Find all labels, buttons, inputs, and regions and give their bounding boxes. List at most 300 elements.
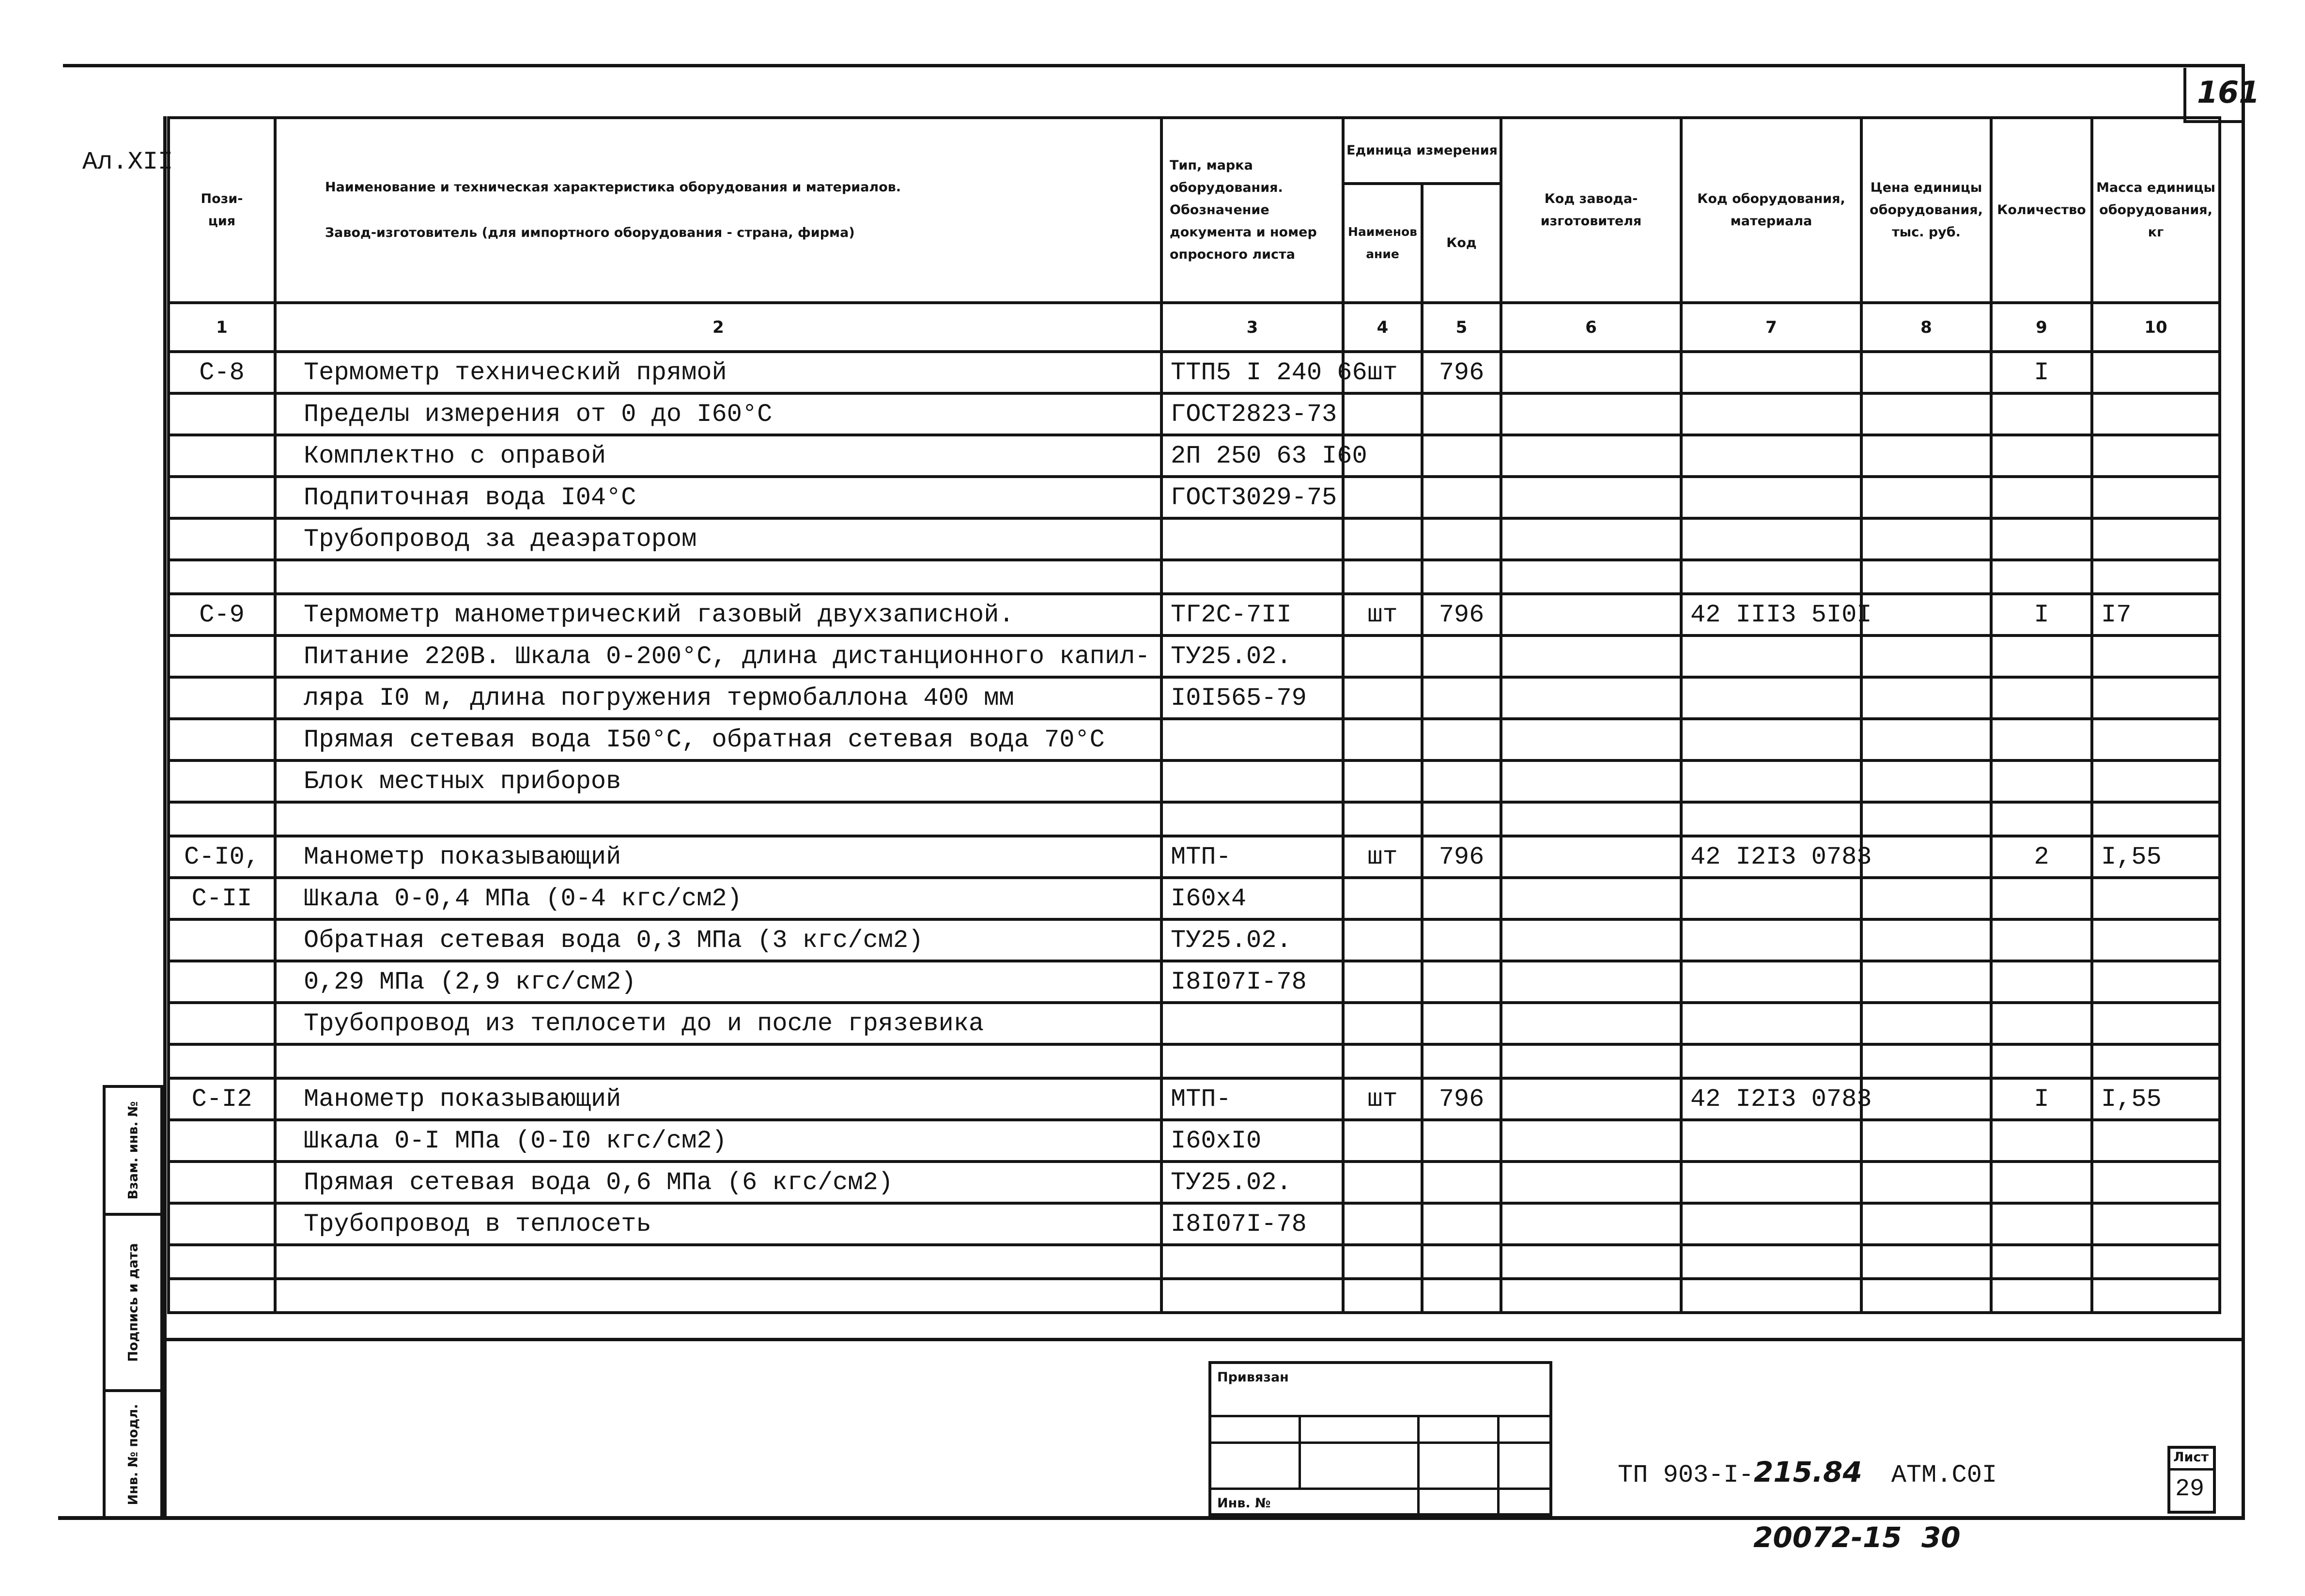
cell-price <box>1861 1245 1991 1279</box>
cell-position <box>169 435 275 477</box>
cell-name: Трубопровод за деаэратором <box>275 518 1161 560</box>
cell-price <box>1861 1044 1991 1078</box>
cell-unit-code <box>1422 560 1501 594</box>
cell-equipment-code <box>1681 677 1861 719</box>
cell-price <box>1861 802 1991 836</box>
cell-equipment-code <box>1681 961 1861 1003</box>
stamp-divider <box>1299 1415 1301 1488</box>
column-number-row <box>169 303 2220 352</box>
binding-field-replacement-label: Взам. инв. № <box>125 1101 140 1200</box>
cell-mass <box>2092 435 2220 477</box>
cell-type: ТТП5 I 240 66 <box>1161 352 1343 393</box>
cell-position: С-I2 <box>169 1078 275 1120</box>
cell-name: Блок местных приборов <box>275 760 1161 802</box>
cell-name: Трубопровод из теплосети до и после грязевика <box>275 1003 1161 1044</box>
table-row <box>169 393 2220 435</box>
cell-type <box>1161 1279 1343 1313</box>
cell-position <box>169 1203 275 1245</box>
cell-quantity <box>1991 878 2092 919</box>
table-row <box>169 477 2220 518</box>
cell-position <box>169 677 275 719</box>
cell-unit-code <box>1422 1203 1501 1245</box>
cell-equipment-code <box>1681 1203 1861 1245</box>
stamp-divider <box>1417 1415 1420 1517</box>
header-price <box>1861 118 1991 303</box>
cell-quantity <box>1991 760 2092 802</box>
table-row <box>169 1120 2220 1162</box>
cell-mass <box>2092 560 2220 594</box>
table-row <box>169 836 2220 878</box>
cell-type: ГОСТ2823-73 <box>1161 393 1343 435</box>
cell-type: ТУ25.02. <box>1161 1162 1343 1203</box>
cell-factory-code <box>1501 719 1681 760</box>
cell-factory-code <box>1501 352 1681 393</box>
cell-unit-code: 796 <box>1422 1078 1501 1120</box>
cell-quantity <box>1991 1162 2092 1203</box>
cell-unit-code: 796 <box>1422 836 1501 878</box>
cell-price <box>1861 477 1991 518</box>
cell-quantity <box>1991 393 2092 435</box>
cell-factory-code <box>1501 1120 1681 1162</box>
cell-factory-code <box>1501 1003 1681 1044</box>
cell-quantity: I <box>1991 1078 2092 1120</box>
document-code-printed: ТП 903-I- <box>1618 1461 1754 1489</box>
cell-factory-code <box>1501 560 1681 594</box>
header-quantity-text: Количество <box>1997 202 2086 217</box>
cell-price <box>1861 635 1991 677</box>
specification-rows <box>169 352 2220 1313</box>
header-name-line1: Наименование и техническая характеристика оборудования и материалов. <box>325 180 901 195</box>
cell-price <box>1861 1162 1991 1203</box>
cell-type: I8I07I-78 <box>1161 961 1343 1003</box>
header-quantity <box>1991 118 2092 303</box>
header-unit-group <box>1343 118 1501 184</box>
cell-name: Прямая сетевая вода 0,6 МПа (6 кгс/см2) <box>275 1162 1161 1203</box>
cell-position <box>169 802 275 836</box>
stamp-bottom-label: Инв. № <box>1217 1496 1271 1511</box>
cell-price <box>1861 1203 1991 1245</box>
cell-price <box>1861 393 1991 435</box>
cell-name: Питание 220В. Шкала 0-200°С, длина дистанционного капил- <box>275 635 1161 677</box>
cell-unit-code: 796 <box>1422 594 1501 635</box>
cell-equipment-code <box>1681 435 1861 477</box>
cell-position <box>169 1279 275 1313</box>
cell-name <box>275 802 1161 836</box>
cell-quantity <box>1991 435 2092 477</box>
cell-type: ТУ25.02. <box>1161 919 1343 961</box>
cell-equipment-code <box>1681 352 1861 393</box>
frame-right <box>2242 64 2245 1520</box>
cell-factory-code <box>1501 594 1681 635</box>
cell-factory-code <box>1501 393 1681 435</box>
cell-equipment-code: 42 I2I3 0783 <box>1681 836 1861 878</box>
cell-unit <box>1343 878 1422 919</box>
cell-price <box>1861 1279 1991 1313</box>
cell-unit-code <box>1422 878 1501 919</box>
attachment-stamp <box>1208 1361 1552 1516</box>
table-row <box>169 435 2220 477</box>
cell-position <box>169 760 275 802</box>
cell-equipment-code <box>1681 477 1861 518</box>
cell-price <box>1861 560 1991 594</box>
cell-unit-code <box>1422 477 1501 518</box>
cell-quantity <box>1991 802 2092 836</box>
cell-unit-code <box>1422 1245 1501 1279</box>
cell-position <box>169 518 275 560</box>
sheet-number-rule <box>2170 1468 2213 1471</box>
cell-position <box>169 919 275 961</box>
table-row <box>169 961 2220 1003</box>
cell-price <box>1861 919 1991 961</box>
cell-equipment-code: 42 III3 5I0I <box>1681 594 1861 635</box>
cell-price <box>1861 836 1991 878</box>
cell-mass <box>2092 1162 2220 1203</box>
header-type <box>1161 118 1343 303</box>
cell-name: Шкала 0-I МПа (0-I0 кгс/см2) <box>275 1120 1161 1162</box>
cell-price <box>1861 1003 1991 1044</box>
cell-type: I60хI0 <box>1161 1120 1343 1162</box>
cell-position: С-II <box>169 878 275 919</box>
cell-type: ТУ25.02. <box>1161 635 1343 677</box>
cell-price <box>1861 677 1991 719</box>
cell-unit-code <box>1422 1162 1501 1203</box>
cell-factory-code <box>1501 760 1681 802</box>
table-row <box>169 719 2220 760</box>
cell-name <box>275 1044 1161 1078</box>
cell-name: Комплектно с оправой <box>275 435 1161 477</box>
header-factory-code <box>1501 118 1681 303</box>
sheet-number-title: Лист <box>2173 1450 2209 1465</box>
cell-equipment-code <box>1681 1279 1861 1313</box>
cell-unit-code <box>1422 1003 1501 1044</box>
cell-mass: I,55 <box>2092 836 2220 878</box>
binding-field-original-inv-label: Инв. № подл. <box>125 1404 140 1505</box>
cell-name <box>275 1245 1161 1279</box>
cell-equipment-code <box>1681 878 1861 919</box>
binding-field-signature-label: Подпись и дата <box>125 1243 140 1362</box>
cell-factory-code <box>1501 802 1681 836</box>
cell-name: Термометр технический прямой <box>275 352 1161 393</box>
cell-mass <box>2092 760 2220 802</box>
cell-price <box>1861 352 1991 393</box>
cell-unit-code <box>1422 919 1501 961</box>
column-number: 7 <box>1681 303 1861 352</box>
cell-quantity <box>1991 1279 2092 1313</box>
cell-quantity <box>1991 635 2092 677</box>
cell-mass <box>2092 677 2220 719</box>
header-unit-name-text: Наименование <box>1348 225 1417 261</box>
cell-unit: шт <box>1343 836 1422 878</box>
cell-unit-code <box>1422 719 1501 760</box>
cell-quantity <box>1991 477 2092 518</box>
document-code-suffix: АТМ.С0I <box>1891 1461 1997 1489</box>
cell-unit: шт <box>1343 352 1422 393</box>
cell-mass: I7 <box>2092 594 2220 635</box>
cell-equipment-code <box>1681 518 1861 560</box>
cell-position <box>169 635 275 677</box>
cell-factory-code <box>1501 1044 1681 1078</box>
cell-mass <box>2092 635 2220 677</box>
table-row <box>169 594 2220 635</box>
cell-unit <box>1343 635 1422 677</box>
cell-price <box>1861 961 1991 1003</box>
cell-price <box>1861 1120 1991 1162</box>
cell-equipment-code <box>1681 919 1861 961</box>
cell-equipment-code <box>1681 1003 1861 1044</box>
cell-position: С-8 <box>169 352 275 393</box>
cell-name <box>275 1279 1161 1313</box>
cell-quantity <box>1991 1044 2092 1078</box>
cell-type: ТГ2С-7II <box>1161 594 1343 635</box>
table-row <box>169 802 2220 836</box>
header-name-line2: Завод-изготовитель (для импортного оборудования - страна, фирма) <box>325 225 855 240</box>
cell-unit <box>1343 1120 1422 1162</box>
cell-type <box>1161 719 1343 760</box>
cell-type <box>1161 1003 1343 1044</box>
column-number: 2 <box>275 303 1161 352</box>
cell-position <box>169 393 275 435</box>
table-row <box>169 1245 2220 1279</box>
cell-equipment-code <box>1681 719 1861 760</box>
header-mass-text: Масса единицы оборудования, кг <box>2096 180 2215 240</box>
cell-name: Шкала 0-0,4 МПа (0-4 кгс/см2) <box>275 878 1161 919</box>
cell-mass <box>2092 1003 2220 1044</box>
table-row <box>169 677 2220 719</box>
table-row <box>169 760 2220 802</box>
cell-mass <box>2092 961 2220 1003</box>
column-number: 4 <box>1343 303 1422 352</box>
cell-quantity: 2 <box>1991 836 2092 878</box>
cell-unit-code <box>1422 1279 1501 1313</box>
header-unit-name <box>1343 184 1422 303</box>
cell-mass <box>2092 802 2220 836</box>
cell-position <box>169 1245 275 1279</box>
cell-quantity <box>1991 961 2092 1003</box>
table-row <box>169 1003 2220 1044</box>
cell-position: С-I0, <box>169 836 275 878</box>
cell-factory-code <box>1501 836 1681 878</box>
cell-name: Трубопровод в теплосеть <box>275 1203 1161 1245</box>
cell-mass: I,55 <box>2092 1078 2220 1120</box>
cell-factory-code <box>1501 961 1681 1003</box>
header-mass <box>2092 118 2220 303</box>
corner-number-box <box>2183 68 2260 123</box>
cell-unit <box>1343 961 1422 1003</box>
cell-factory-code <box>1501 1279 1681 1313</box>
cell-unit-code <box>1422 1120 1501 1162</box>
cell-equipment-code <box>1681 635 1861 677</box>
table-row <box>169 1279 2220 1313</box>
cell-factory-code <box>1501 878 1681 919</box>
header-unit-code-text: Код <box>1446 235 1477 250</box>
cell-type <box>1161 1044 1343 1078</box>
cell-mass <box>2092 1120 2220 1162</box>
cell-type: I0I565-79 <box>1161 677 1343 719</box>
cell-quantity <box>1991 560 2092 594</box>
cell-unit-code <box>1422 393 1501 435</box>
cell-unit-code <box>1422 802 1501 836</box>
frame-top <box>63 64 2243 67</box>
corner-page-number: 161 <box>2197 75 2260 110</box>
header-position-text: Пози- ция <box>201 191 243 229</box>
table-row <box>169 1044 2220 1078</box>
cell-type: ГОСТ3029-75 <box>1161 477 1343 518</box>
sheet-number-box <box>2167 1446 2216 1514</box>
cell-quantity: I <box>1991 594 2092 635</box>
specification-table <box>167 116 2221 1314</box>
cell-unit-code <box>1422 435 1501 477</box>
cell-position <box>169 1162 275 1203</box>
column-number: 8 <box>1861 303 1991 352</box>
column-number: 1 <box>169 303 275 352</box>
cell-equipment-code <box>1681 802 1861 836</box>
binding-field-replacement <box>103 1085 163 1216</box>
cell-unit <box>1343 560 1422 594</box>
cell-type <box>1161 802 1343 836</box>
cell-unit <box>1343 477 1422 518</box>
cell-factory-code <box>1501 1245 1681 1279</box>
cell-mass <box>2092 719 2220 760</box>
cell-quantity: I <box>1991 352 2092 393</box>
cell-name: ляра I0 м, длина погружения термобаллона 400 мм <box>275 677 1161 719</box>
cell-unit-code: 796 <box>1422 352 1501 393</box>
cell-unit <box>1343 677 1422 719</box>
cell-price <box>1861 1078 1991 1120</box>
document-code <box>1618 1456 1997 1489</box>
cell-quantity <box>1991 719 2092 760</box>
cell-price <box>1861 760 1991 802</box>
cell-type <box>1161 560 1343 594</box>
cell-type <box>1161 518 1343 560</box>
cell-factory-code <box>1501 635 1681 677</box>
frame-left-inner <box>163 116 167 1520</box>
cell-price <box>1861 878 1991 919</box>
sheet-number: 29 <box>2175 1475 2205 1503</box>
cell-unit <box>1343 760 1422 802</box>
cell-quantity <box>1991 1003 2092 1044</box>
cell-factory-code <box>1501 1203 1681 1245</box>
table-row <box>169 1162 2220 1203</box>
cell-position <box>169 1044 275 1078</box>
cell-factory-code <box>1501 477 1681 518</box>
table-row <box>169 919 2220 961</box>
cell-name: Манометр показывающий <box>275 836 1161 878</box>
cell-unit-code <box>1422 961 1501 1003</box>
cell-name: 0,29 МПа (2,9 кгс/см2) <box>275 961 1161 1003</box>
cell-factory-code <box>1501 1078 1681 1120</box>
cell-mass <box>2092 352 2220 393</box>
cell-unit: шт <box>1343 1078 1422 1120</box>
cell-equipment-code <box>1681 560 1861 594</box>
cell-name: Пределы измерения от 0 до I60°С <box>275 393 1161 435</box>
document-code-handwritten: 215.84 <box>1753 1456 1862 1488</box>
cell-unit <box>1343 1162 1422 1203</box>
cell-unit-code <box>1422 1044 1501 1078</box>
frame-bottom-rule <box>163 1338 2245 1341</box>
cell-mass <box>2092 477 2220 518</box>
cell-unit <box>1343 919 1422 961</box>
cell-type: 2П 250 63 I60 <box>1161 435 1343 477</box>
cell-equipment-code <box>1681 1120 1861 1162</box>
cell-quantity <box>1991 1120 2092 1162</box>
cell-name: Термометр манометрический газовый двухзаписной. <box>275 594 1161 635</box>
header-price-text: Цена единицы оборудования, тыс. руб. <box>1870 180 1983 240</box>
cell-type: I8I07I-78 <box>1161 1203 1343 1245</box>
cell-name: Прямая сетевая вода I50°С, обратная сетевая вода 70°С <box>275 719 1161 760</box>
cell-mass <box>2092 878 2220 919</box>
cell-position <box>169 1003 275 1044</box>
cell-unit-code <box>1422 760 1501 802</box>
cell-position <box>169 719 275 760</box>
cell-unit <box>1343 802 1422 836</box>
frame-bottom <box>58 1516 2245 1520</box>
column-number: 3 <box>1161 303 1343 352</box>
header-unit-group-text: Единица измерения <box>1346 143 1498 158</box>
cell-unit-code <box>1422 677 1501 719</box>
cell-mass <box>2092 1245 2220 1279</box>
cell-type: I60х4 <box>1161 878 1343 919</box>
header-equipment-code-text: Код оборудования, материала <box>1697 191 1845 229</box>
stamp-divider <box>1497 1415 1500 1517</box>
cell-price <box>1861 435 1991 477</box>
binding-field-signature <box>103 1213 163 1392</box>
column-number: 10 <box>2092 303 2220 352</box>
footer-handwritten-number: 20072-15 30 <box>1753 1521 1961 1554</box>
cell-position <box>169 560 275 594</box>
cell-mass <box>2092 919 2220 961</box>
table-row <box>169 518 2220 560</box>
table-row <box>169 635 2220 677</box>
cell-quantity <box>1991 677 2092 719</box>
binding-field-original-inv <box>103 1389 163 1520</box>
table-row <box>169 560 2220 594</box>
cell-mass <box>2092 518 2220 560</box>
cell-price <box>1861 719 1991 760</box>
table-row <box>169 878 2220 919</box>
column-number: 9 <box>1991 303 2092 352</box>
column-number: 6 <box>1501 303 1681 352</box>
cell-type: МТП- <box>1161 1078 1343 1120</box>
cell-position <box>169 1120 275 1162</box>
cell-mass <box>2092 1203 2220 1245</box>
cell-type: МТП- <box>1161 836 1343 878</box>
cell-unit <box>1343 393 1422 435</box>
cell-quantity <box>1991 919 2092 961</box>
cell-quantity <box>1991 518 2092 560</box>
stamp-top-label: Привязан <box>1217 1370 1289 1385</box>
cell-equipment-code <box>1681 1044 1861 1078</box>
header-equipment-code <box>1681 118 1861 303</box>
cell-position <box>169 961 275 1003</box>
cell-type <box>1161 760 1343 802</box>
cell-equipment-code <box>1681 1162 1861 1203</box>
cell-name: Подпиточная вода I04°С <box>275 477 1161 518</box>
cell-quantity <box>1991 1203 2092 1245</box>
binding-strip <box>103 1085 163 1521</box>
cell-unit-code <box>1422 635 1501 677</box>
cell-unit <box>1343 719 1422 760</box>
cell-unit <box>1343 518 1422 560</box>
cell-unit <box>1343 1203 1422 1245</box>
cell-factory-code <box>1501 919 1681 961</box>
cell-factory-code <box>1501 1162 1681 1203</box>
cell-position <box>169 477 275 518</box>
column-number: 5 <box>1422 303 1501 352</box>
sheet-label: Ал.XII <box>82 148 173 176</box>
cell-name <box>275 560 1161 594</box>
header-position <box>169 118 275 303</box>
cell-factory-code <box>1501 677 1681 719</box>
